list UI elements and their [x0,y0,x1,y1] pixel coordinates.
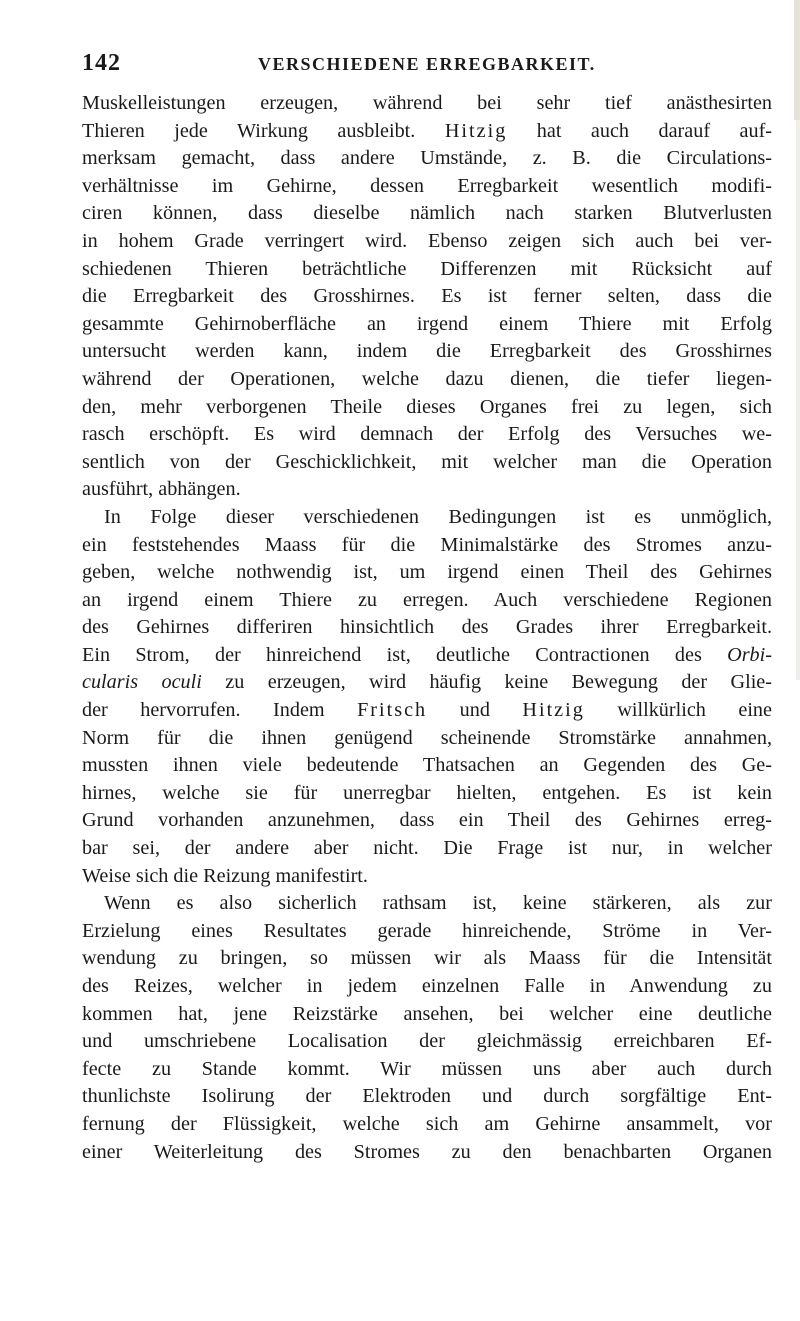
text-line: fecte zu Stande kommt. Wir müssen uns aber auch durch [82,1057,772,1080]
text-line: gesammte Gehirnoberfläche an irgend einem Thiere mit Erfolg [82,312,772,335]
text-span: Thieren jede Wirkung ausbleibt. [82,119,416,142]
text-line: Weise sich die Reizung manifestirt. [82,864,368,887]
text-span: und [459,699,490,722]
text-line: mussten ihnen viele bedeutende Thatsachen an Gegenden des Ge- [82,754,772,777]
text-line: geben, welche nothwendig ist, um irgend einen Theil des Gehirnes [82,561,772,584]
latin-term: Orbi- [727,643,772,666]
body-text [82,90,772,1166]
text-line: verhältnisse im Gehirne, dessen Erregbarkeit wesentlich modifi- [82,174,772,197]
text-span: Ein Strom, der hinreichend ist, deutliche Contractionen des [82,643,702,666]
text-line: die Erregbarkeit des Grosshirnes. Es ist ferner selten, dass die [82,285,772,308]
author-name: Fritsch [357,699,428,722]
text-line: einer Weiterleitung des Stromes zu den benachbarten Organen [82,1140,772,1163]
text-line [82,118,772,146]
text-line: untersucht werden kann, indem die Erregbarkeit des Grosshirnes [82,340,772,363]
book-page [82,50,772,1166]
author-name: Hitzig [444,119,508,142]
text-line: wendung zu bringen, so müssen wir als Maass für die Intensität [82,947,772,970]
text-span: der hervorrufen. Indem [82,699,325,722]
author-name: Hitzig [522,699,585,722]
text-line: an irgend einem Thiere zu erregen. Auch verschiedene Regionen [82,588,772,611]
text-line: Erzielung eines Resultates gerade hinreichende, Ströme in Ver- [82,919,772,942]
text-line: sentlich von der Geschicklichkeit, mit welcher man die Operation [82,450,772,473]
text-line: schiedenen Thieren beträchtliche Differenzen mit Rücksicht auf [82,257,772,280]
text-line: Grund vorhanden anzunehmen, dass ein Theil des Gehirnes erreg- [82,809,772,832]
text-line [82,697,772,725]
text-line: und umschriebene Localisation der gleichmässig erreichbaren Ef- [82,1030,772,1053]
text-line: ciren können, dass dieselbe nämlich nach starken Blutverlusten [82,202,772,225]
text-line [82,669,772,697]
text-line: rasch erschöpft. Es wird demnach der Erfolg des Versuches we- [82,423,772,446]
text-line [82,642,772,670]
text-line: In Folge dieser verschiedenen Bedingungen ist es unmöglich, [104,505,772,528]
text-line: merksam gemacht, dass andere Umstände, z. B. die Circulations- [82,147,772,170]
text-line: bar sei, der andere aber nicht. Die Frage ist nur, in welcher [82,837,772,860]
text-line: Wenn es also sicherlich rathsam ist, keine stärkeren, als zur [104,892,772,915]
text-line: fernung der Flüssigkeit, welche sich am Gehirne ansammelt, vor [82,1112,772,1135]
text-line: in hohem Grade verringert wird. Ebenso zeigen sich auch bei ver- [82,229,772,252]
text-line: des Reizes, welcher in jedem einzelnen Falle in Anwendung zu [82,975,772,997]
text-line: kommen hat, jene Reizstärke ansehen, bei welcher eine deutliche [82,1002,772,1025]
text-span: zu erzeugen, wird häufig keine Bewegung der Glie- [225,671,772,694]
page-header [82,50,772,90]
page-number: 142 [82,50,121,76]
text-span: hat auch darauf auf- [536,119,772,142]
page-edge-shadow-lower [796,120,800,680]
text-span: willkürlich eine [617,699,772,722]
latin-term: cularis oculi [82,671,202,694]
running-head: VERSCHIEDENE ERREGBARKEIT. [258,54,596,74]
page-edge-shadow [794,0,800,120]
text-line: hirnes, welche sie für unerregbar hielten, entgehen. Es ist kein [82,781,772,804]
text-line: Norm für die ihnen genügend scheinende Stromstärke annahmen, [82,726,772,749]
text-line: thunlichste Isolirung der Elektroden und durch sorgfältige Ent- [82,1085,772,1108]
text-line: Muskelleistungen erzeugen, während bei sehr tief anästhesirten [82,92,772,114]
text-line: den, mehr verborgenen Theile dieses Organes frei zu legen, sich [82,395,772,418]
text-line: ein feststehendes Maass für die Minimalstärke des Stromes anzu- [82,533,772,556]
text-line: während der Operationen, welche dazu dienen, die tiefer liegen- [82,367,772,390]
text-line: ausführt, abhängen. [82,478,241,501]
text-line: des Gehirnes differiren hinsichtlich des Grades ihrer Erregbarkeit. [82,616,772,639]
